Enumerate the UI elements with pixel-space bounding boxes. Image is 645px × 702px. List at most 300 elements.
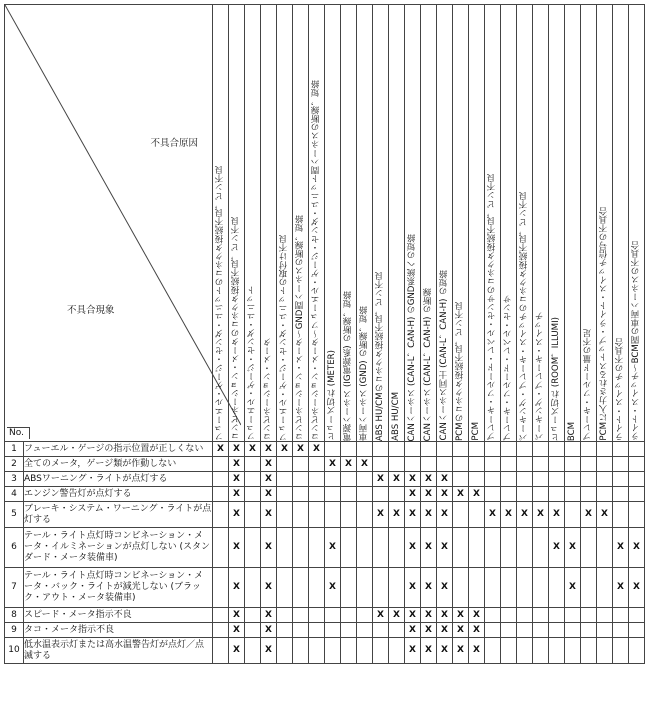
cause-header-22 (548, 5, 564, 442)
cause-header-14 (420, 5, 436, 442)
empty-cell (564, 608, 580, 623)
empty-cell (580, 487, 596, 502)
cause-label: PCM (470, 422, 481, 441)
cause-mark: X (404, 487, 420, 502)
empty-cell (532, 623, 548, 638)
empty-cell (516, 528, 532, 568)
empty-cell (484, 457, 500, 472)
empty-cell (244, 568, 260, 608)
empty-cell (308, 457, 324, 472)
empty-cell (580, 472, 596, 487)
phenomenon-row-2 (5, 457, 645, 472)
empty-cell (564, 487, 580, 502)
row-number: 3 (5, 472, 24, 487)
cause-header-26 (612, 5, 628, 442)
phenomenon-description: エンジン警告灯が点灯する (23, 487, 212, 502)
phenomenon-row-6 (5, 528, 645, 568)
empty-cell (276, 472, 292, 487)
empty-cell (532, 568, 548, 608)
empty-cell (340, 442, 356, 457)
cause-mark: X (308, 442, 324, 457)
empty-cell (356, 638, 372, 664)
empty-cell (484, 608, 500, 623)
empty-cell (596, 457, 612, 472)
empty-cell (580, 638, 596, 664)
empty-cell (516, 442, 532, 457)
cause-label: ライト・スイッチの不具合 (614, 337, 625, 441)
cause-mark: X (404, 528, 420, 568)
cause-mark: X (452, 638, 468, 664)
empty-cell (500, 457, 516, 472)
empty-cell (548, 472, 564, 487)
empty-cell (452, 568, 468, 608)
empty-cell (500, 487, 516, 502)
empty-cell (372, 568, 388, 608)
empty-cell (596, 487, 612, 502)
phenomenon-row-8 (5, 608, 645, 623)
empty-cell (516, 638, 532, 664)
empty-cell (580, 608, 596, 623)
empty-cell (484, 623, 500, 638)
cause-mark: X (260, 472, 276, 487)
cause-header-12 (388, 5, 404, 442)
empty-cell (420, 442, 436, 457)
empty-cell (244, 502, 260, 528)
empty-cell (580, 442, 596, 457)
empty-cell (596, 608, 612, 623)
phenomenon-description: フューエル・ゲージの指示位置が正しくない (23, 442, 212, 457)
empty-cell (340, 608, 356, 623)
empty-cell (516, 472, 532, 487)
empty-cell (548, 442, 564, 457)
empty-cell (564, 442, 580, 457)
cause-mark: X (468, 608, 484, 623)
empty-cell (500, 528, 516, 568)
cause-header-4 (260, 5, 276, 442)
empty-cell (212, 502, 228, 528)
empty-cell (244, 457, 260, 472)
empty-cell (564, 623, 580, 638)
cause-mark: X (420, 638, 436, 664)
empty-cell (276, 638, 292, 664)
row-number: 2 (5, 457, 24, 472)
empty-cell (340, 623, 356, 638)
row-number: 5 (5, 502, 24, 528)
empty-cell (292, 623, 308, 638)
cause-mark: X (228, 457, 244, 472)
cause-mark: X (372, 472, 388, 487)
cause-mark: X (260, 442, 276, 457)
cause-mark: X (628, 568, 644, 608)
phenomenon-row-9 (5, 623, 645, 638)
cause-mark: X (468, 638, 484, 664)
empty-cell (212, 457, 228, 472)
empty-cell (484, 568, 500, 608)
cause-mark: X (452, 623, 468, 638)
cause-mark: X (228, 528, 244, 568)
empty-cell (212, 528, 228, 568)
empty-cell (516, 608, 532, 623)
cause-label: ヒューズ切れ (ROOM，ILLUMI) (550, 316, 561, 441)
cause-mark: X (612, 568, 628, 608)
phenomenon-description: タコ・メータ指示不良 (23, 623, 212, 638)
cause-header-11 (372, 5, 388, 442)
phenomenon-row-7 (5, 568, 645, 608)
corner-header (5, 5, 213, 442)
cause-mark: X (388, 502, 404, 528)
empty-cell (388, 623, 404, 638)
empty-cell (548, 623, 564, 638)
empty-cell (612, 487, 628, 502)
empty-cell (596, 623, 612, 638)
cause-label: 車両ハーネス (GND) の断線，短絡 (358, 305, 369, 441)
empty-cell (532, 608, 548, 623)
cause-header-16 (452, 5, 468, 442)
cause-label: フューエル・ゲージ・センダ・ユニットのコネクタ接続不良，ピン不良 (214, 165, 225, 441)
empty-cell (612, 638, 628, 664)
cause-mark: X (388, 472, 404, 487)
empty-cell (484, 442, 500, 457)
empty-cell (388, 487, 404, 502)
cause-mark: X (452, 487, 468, 502)
cause-label: ヒューズ切れ (METER) (326, 350, 337, 441)
empty-cell (276, 608, 292, 623)
empty-cell (324, 487, 340, 502)
cause-label: CANハーネス同士 (CAN-L，CAN-H) の短絡 (438, 270, 449, 441)
empty-cell (292, 502, 308, 528)
cause-mark: X (260, 457, 276, 472)
cause-mark: X (436, 638, 452, 664)
empty-cell (388, 528, 404, 568)
cause-label: パーキング・ブレーキ・スイッチのコネクタ接続不良，ピン不良 (518, 191, 529, 441)
empty-cell (340, 568, 356, 608)
empty-cell (500, 608, 516, 623)
empty-cell (500, 442, 516, 457)
cause-label: ABS HU/CMのコネクタ接続不良，ピン不良 (374, 271, 385, 441)
empty-cell (628, 608, 644, 623)
cause-mark: X (436, 608, 452, 623)
cause-header-10 (356, 5, 372, 442)
cause-mark: X (388, 608, 404, 623)
empty-cell (308, 487, 324, 502)
empty-cell (388, 638, 404, 664)
empty-cell (404, 457, 420, 472)
empty-cell (612, 457, 628, 472)
cause-mark: X (436, 568, 452, 608)
empty-cell (356, 487, 372, 502)
empty-cell (628, 487, 644, 502)
empty-cell (612, 623, 628, 638)
cause-mark: X (468, 487, 484, 502)
empty-cell (628, 457, 644, 472)
empty-cell (516, 487, 532, 502)
cause-label: ブレーキ・フルード量の不足 (582, 329, 593, 441)
cause-header-7 (308, 5, 324, 442)
cause-mark: X (228, 502, 244, 528)
cause-mark: X (500, 502, 516, 528)
empty-cell (484, 487, 500, 502)
empty-cell (628, 623, 644, 638)
cause-mark: X (228, 638, 244, 664)
empty-cell (468, 568, 484, 608)
empty-cell (308, 528, 324, 568)
cause-mark: X (228, 568, 244, 608)
cause-mark: X (260, 502, 276, 528)
cause-mark: X (228, 608, 244, 623)
empty-cell (212, 623, 228, 638)
cause-header-18 (484, 5, 500, 442)
cause-label: PCMに入力されるストップ・ライト・スイッチ信号の不具合 (598, 207, 609, 441)
empty-cell (580, 457, 596, 472)
empty-cell (452, 502, 468, 528)
empty-cell (356, 528, 372, 568)
empty-cell (628, 472, 644, 487)
empty-cell (452, 472, 468, 487)
cause-mark: X (564, 528, 580, 568)
cause-mark: X (420, 472, 436, 487)
empty-cell (628, 442, 644, 457)
cause-header-19 (500, 5, 516, 442)
cause-mark: X (628, 528, 644, 568)
cause-mark: X (324, 457, 340, 472)
cause-label: フューエル・ゲージ・センダ・ユニットの取付け不良 (278, 234, 289, 441)
empty-cell (324, 623, 340, 638)
row-number: 7 (5, 568, 24, 608)
empty-cell (244, 638, 260, 664)
empty-cell (548, 457, 564, 472)
cause-header-row (5, 5, 645, 442)
empty-cell (500, 472, 516, 487)
cause-header-3 (244, 5, 260, 442)
empty-cell (388, 442, 404, 457)
cause-mark: X (564, 568, 580, 608)
cause-mark: X (420, 487, 436, 502)
empty-cell (548, 568, 564, 608)
empty-cell (468, 457, 484, 472)
cause-label: パーキング・ブレーキ・スイッチ (534, 312, 545, 441)
cause-mark: X (372, 608, 388, 623)
cause-label: PCMのコネクタ接続不良，ピン不良 (454, 302, 465, 441)
cause-header-24 (580, 5, 596, 442)
cause-header-13 (404, 5, 420, 442)
empty-cell (372, 638, 388, 664)
phenomenon-description: 全てのメータ，ゲージ類が作動しない (23, 457, 212, 472)
empty-cell (532, 442, 548, 457)
empty-cell (292, 472, 308, 487)
cause-mark: X (228, 442, 244, 457)
phenomenon-description: テール・ライト点灯時コンビネーション・メータ・バック・ライトが減光しない (ブラック・アウト・メータ装備車) (23, 568, 212, 608)
cause-mark: X (436, 623, 452, 638)
cause-header-25 (596, 5, 612, 442)
cause-mark: X (532, 502, 548, 528)
empty-cell (324, 608, 340, 623)
empty-cell (324, 472, 340, 487)
empty-cell (612, 442, 628, 457)
empty-cell (308, 502, 324, 528)
empty-cell (388, 457, 404, 472)
empty-cell (340, 472, 356, 487)
empty-cell (516, 457, 532, 472)
cause-label: ライト・スイッチ〜BCM間の車両ハーネスの不具合 (630, 241, 641, 441)
cause-mark: X (420, 623, 436, 638)
phenomenon-row-3 (5, 472, 645, 487)
cause-mark: X (404, 608, 420, 623)
empty-cell (276, 457, 292, 472)
cause-header-23 (564, 5, 580, 442)
empty-cell (212, 487, 228, 502)
cause-mark: X (228, 623, 244, 638)
cause-label: コンビネーション・メータのコネクタ接続不良，ピン不良 (230, 217, 241, 441)
empty-cell (516, 568, 532, 608)
row-number: 6 (5, 528, 24, 568)
phenomenon-description: ABSワーニング・ライトが点灯する (23, 472, 212, 487)
empty-cell (244, 528, 260, 568)
diagonal-divider (5, 5, 241, 441)
empty-cell (356, 472, 372, 487)
empty-cell (516, 623, 532, 638)
empty-cell (548, 487, 564, 502)
cause-label: ブレーキ・フルード・レベル・センサ (502, 294, 513, 441)
empty-cell (356, 568, 372, 608)
phenomenon-row-5 (5, 502, 645, 528)
cause-mark: X (468, 623, 484, 638)
cause-mark: X (420, 528, 436, 568)
empty-cell (324, 638, 340, 664)
empty-cell (532, 528, 548, 568)
empty-cell (372, 457, 388, 472)
empty-cell (356, 502, 372, 528)
cause-label: コンビネーション・メータ (262, 337, 273, 441)
cause-header-8 (324, 5, 340, 442)
empty-cell (356, 442, 372, 457)
cause-mark: X (260, 638, 276, 664)
empty-cell (388, 568, 404, 608)
cause-label: BCM (566, 421, 577, 441)
empty-cell (628, 638, 644, 664)
cause-header-15 (436, 5, 452, 442)
empty-cell (500, 568, 516, 608)
cause-header-9 (340, 5, 356, 442)
cause-header-6 (292, 5, 308, 442)
cause-mark: X (420, 568, 436, 608)
cause-header-20 (516, 5, 532, 442)
cause-mark: X (404, 472, 420, 487)
empty-cell (244, 487, 260, 502)
empty-cell (484, 638, 500, 664)
empty-cell (612, 472, 628, 487)
empty-cell (452, 457, 468, 472)
empty-cell (212, 472, 228, 487)
empty-cell (372, 442, 388, 457)
cause-label: コンビネーション・メータ〜フューエル・ゲージ・センダ・ユニット間ハーネスの断線，短絡 (310, 79, 321, 441)
phenomenon-description: 低水温表示灯または高水温警告灯が点灯／点滅する (23, 638, 212, 664)
row-number: 4 (5, 487, 24, 502)
empty-cell (292, 487, 308, 502)
cause-label: ブレーキ・フルード・レベル・センサのコネクタ接続不良，ピン不良 (486, 174, 497, 441)
empty-cell (308, 472, 324, 487)
cause-label: フューエル・ゲージ・センダ・ユニット (246, 286, 257, 441)
empty-cell (596, 528, 612, 568)
empty-cell (324, 442, 340, 457)
empty-cell (340, 638, 356, 664)
empty-cell (612, 502, 628, 528)
cause-mark: X (436, 502, 452, 528)
cause-label: コンビネーション・メータ〜GND間ハーネスの断線，短絡 (294, 214, 305, 441)
cause-mark: X (340, 457, 356, 472)
empty-cell (292, 568, 308, 608)
cause-mark: X (244, 442, 260, 457)
cause-mark: X (276, 442, 292, 457)
cause-mark: X (420, 608, 436, 623)
empty-cell (500, 623, 516, 638)
empty-cell (308, 623, 324, 638)
diagnosis-matrix-table (4, 4, 645, 664)
empty-cell (532, 457, 548, 472)
cause-label: ABS HU/CM (390, 392, 401, 441)
empty-cell (244, 623, 260, 638)
cause-mark: X (228, 472, 244, 487)
empty-cell (212, 608, 228, 623)
empty-cell (580, 623, 596, 638)
empty-cell (292, 638, 308, 664)
cause-mark: X (452, 608, 468, 623)
cause-mark: X (404, 568, 420, 608)
cause-mark: X (612, 528, 628, 568)
empty-cell (276, 487, 292, 502)
cause-mark: X (436, 472, 452, 487)
cause-label: CANハーネス (CAN-L，CAN-H) の断線 (422, 287, 433, 441)
empty-cell (404, 442, 420, 457)
cause-mark: X (324, 528, 340, 568)
cause-mark: X (260, 623, 276, 638)
phenomenon-description: ブレーキ・システム・ワーニング・ライトが点灯する (23, 502, 212, 528)
empty-cell (292, 457, 308, 472)
empty-cell (468, 472, 484, 487)
cause-mark: X (324, 568, 340, 608)
empty-cell (244, 472, 260, 487)
empty-cell (372, 528, 388, 568)
cause-mark: X (404, 623, 420, 638)
empty-cell (308, 638, 324, 664)
empty-cell (468, 442, 484, 457)
cause-mark: X (436, 487, 452, 502)
empty-cell (212, 638, 228, 664)
empty-cell (436, 442, 452, 457)
empty-cell (628, 502, 644, 528)
empty-cell (244, 608, 260, 623)
row-number: 8 (5, 608, 24, 623)
empty-cell (276, 528, 292, 568)
phenomenon-description: スピード・メータ指示不良 (23, 608, 212, 623)
empty-cell (596, 442, 612, 457)
empty-cell (340, 487, 356, 502)
phenomenon-row-1 (5, 442, 645, 457)
empty-cell (276, 568, 292, 608)
cause-mark: X (260, 528, 276, 568)
cause-mark: X (484, 502, 500, 528)
cause-mark: X (212, 442, 228, 457)
row-number: 9 (5, 623, 24, 638)
row-number: 10 (5, 638, 24, 664)
empty-cell (356, 623, 372, 638)
cause-mark: X (260, 568, 276, 608)
phenomenon-row-10 (5, 638, 645, 664)
empty-cell (596, 638, 612, 664)
empty-cell (436, 457, 452, 472)
cause-mark: X (516, 502, 532, 528)
empty-cell (564, 457, 580, 472)
empty-cell (564, 502, 580, 528)
